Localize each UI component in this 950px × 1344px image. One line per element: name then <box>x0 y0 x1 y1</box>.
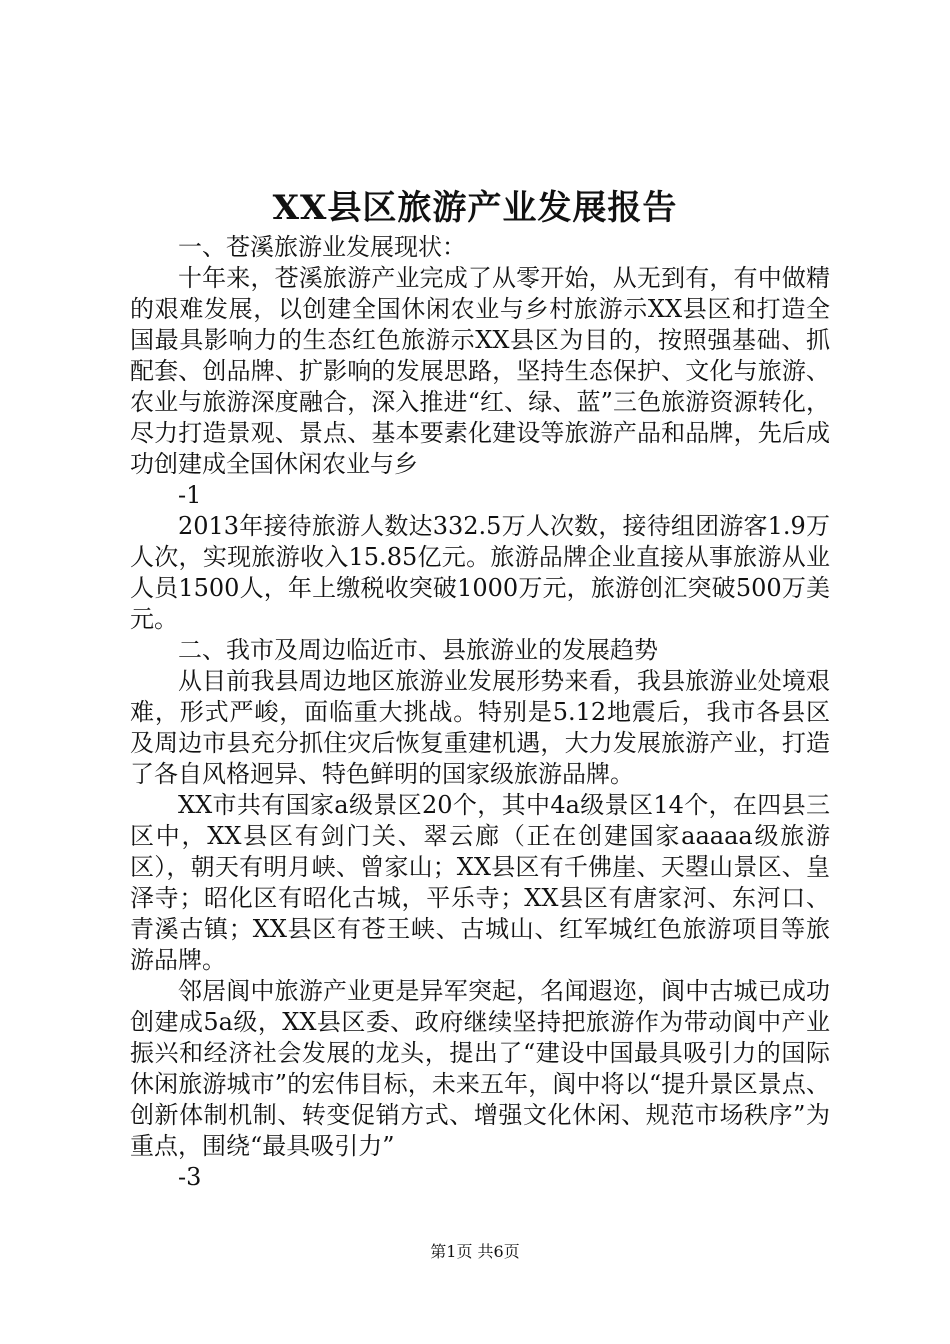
paragraph: 邻居阆中旅游产业更是异军突起，名闻遐迩，阆中古城已成功创建成5a级，XX县区委、政府继续坚持把旅游作为带动阆中产业振兴和经济社会发展的龙头，提出了“建设中国最具吸引力的国际休闲旅游城市”的宏伟目标，未来五年，阆中将以“提升景区景点、创新体制机制、转变促销方式、增强文化休闲、规范市场秩序”为重点，围绕“最具吸引力” <box>130 977 830 1160</box>
inline-page-marker: -1 <box>178 481 202 509</box>
document-body <box>130 232 830 1193</box>
section-heading-2: 二、我市及周边临近市、县旅游业的发展趋势 <box>178 636 658 664</box>
page-footer: 第1页 共6页 <box>430 1242 520 1261</box>
inline-page-marker: -3 <box>178 1163 202 1191</box>
document-title: XX县区旅游产业发展报告 <box>272 188 678 228</box>
paragraph: XX市共有国家a级景区20个，其中4a级景区14个，在四县三区中，XX县区有剑门关、翠云廊（正在创建国家aaaaa级旅游区），朝天有明月峡、曾家山；XX县区有千佛崖、天曌山景区、皇泽寺；昭化区有昭化古城，平乐寺；XX县区有唐家河、东河口、青溪古镇；XX县区有苍王峡、古城山、红军城红色旅游项目等旅游品牌。 <box>130 791 830 974</box>
paragraph: 2013年接待旅游人数达332.5万人次数，接待组团游客1.9万人次，实现旅游收入15.85亿元。旅游品牌企业直接从事旅游从业人员1500人，年上缴税收突破1000万元，旅游创汇突破500万美元。 <box>130 512 830 633</box>
paragraph: 从目前我县周边地区旅游业发展形势来看，我县旅游业处境艰难，形式严峻，面临重大挑战。特别是5.12地震后，我市各县区及周边市县充分抓住灾后恢复重建机遇，大力发展旅游产业，打造了各自风格迥异、特色鲜明的国家级旅游品牌。 <box>130 667 830 788</box>
paragraph: 十年来，苍溪旅游产业完成了从零开始，从无到有，有中做精的艰难发展，以创建全国休闲农业与乡村旅游示XX县区和打造全国最具影响力的生态红色旅游示XX县区为目的，按照强基础、抓配套、创品牌、扩影响的发展思路，坚持生态保护、文化与旅游、农业与旅游深度融合，深入推进“红、绿、蓝”三色旅游资源转化，尽力打造景观、景点、基本要素化建设等旅游产品和品牌，先后成功创建成全国休闲农业与乡 <box>130 264 830 478</box>
section-heading-1: 一、苍溪旅游业发展现状： <box>178 233 466 261</box>
